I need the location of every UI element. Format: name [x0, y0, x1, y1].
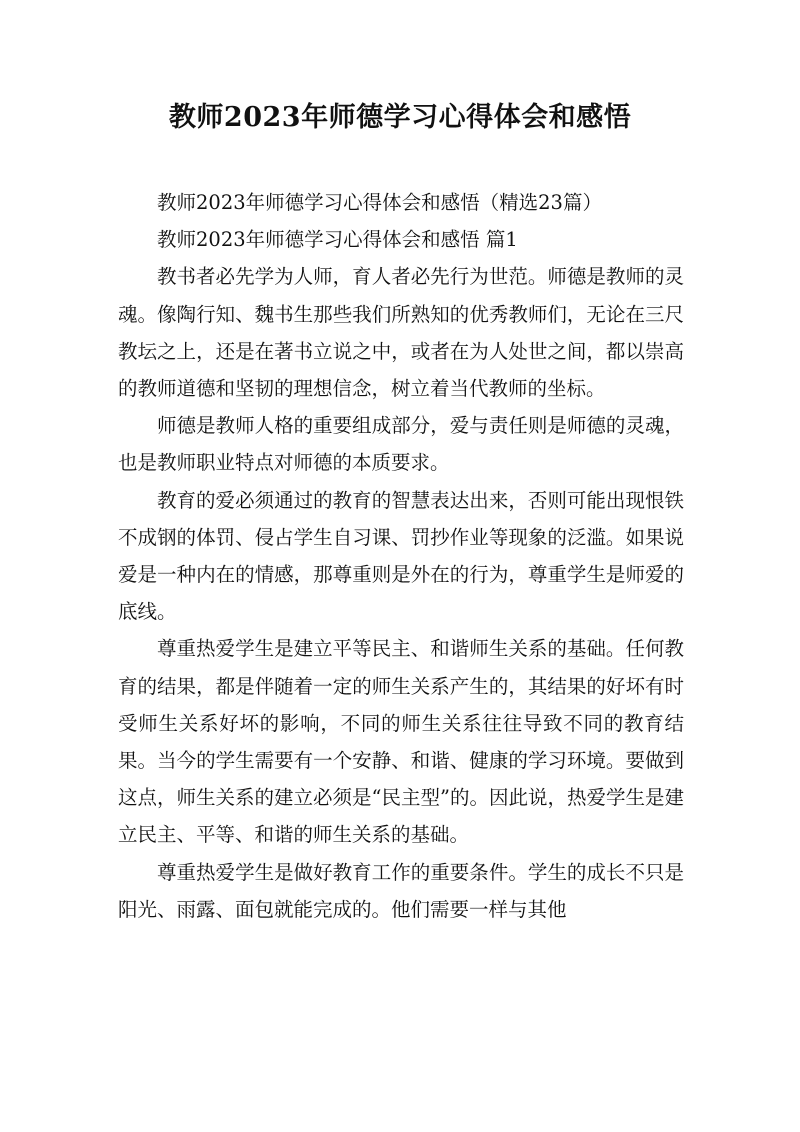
paragraph: 尊重热爱学生是做好教育工作的重要条件。学生的成长不只是阳光、雨露、面包就能完成的。他们需要一样与其他 — [118, 860, 684, 921]
document-subtitle: 教师2023年师德学习心得体会和感悟（精选23篇） — [157, 191, 602, 214]
paragraph: 教育的爱必须通过的教育的智慧表达出来，否则可能出现恨铁不成钢的体罚、侵占学生自习课、罚抄作业等现象的泛滥。如果说爱是一种内在的情感，那尊重则是外在的行为，尊重学生是师爱的底线。 — [118, 488, 684, 624]
document-title: 教师2023年师德学习心得体会和感悟 — [168, 102, 632, 133]
document-body — [118, 184, 684, 928]
paragraph: 教书者必先学为人师，育人者必先行为世范。师德是教师的灵魂。像陶行知、魏书生那些我们所熟知的优秀教师们，无论在三尺教坛之上，还是在著书立说之中，或者在为人处世之间，都以崇高的教师道德和坚韧的理想信念，树立着当代教师的坐标。 — [118, 265, 684, 401]
section-heading: 教师2023年师德学习心得体会和感悟 篇1 — [157, 228, 518, 252]
paragraph: 师德是教师人格的重要组成部分，爱与责任则是师德的灵魂，也是教师职业特点对师德的本质要求。 — [118, 414, 684, 475]
paragraph: 尊重热爱学生是建立平等民主、和谐师生关系的基础。任何教育的结果，都是伴随着一定的师生关系产生的，其结果的好坏有时受师生关系好坏的影响，不同的师生关系往往导致不同的教育结果。当今的学生需要有一个安静、和谐、健康的学习环境。要做到这点，师生关系的建立必须是“民主型”的。因此说，热爱学生是建立民主、平等、和谐的师生关系的基础。 — [118, 637, 684, 847]
